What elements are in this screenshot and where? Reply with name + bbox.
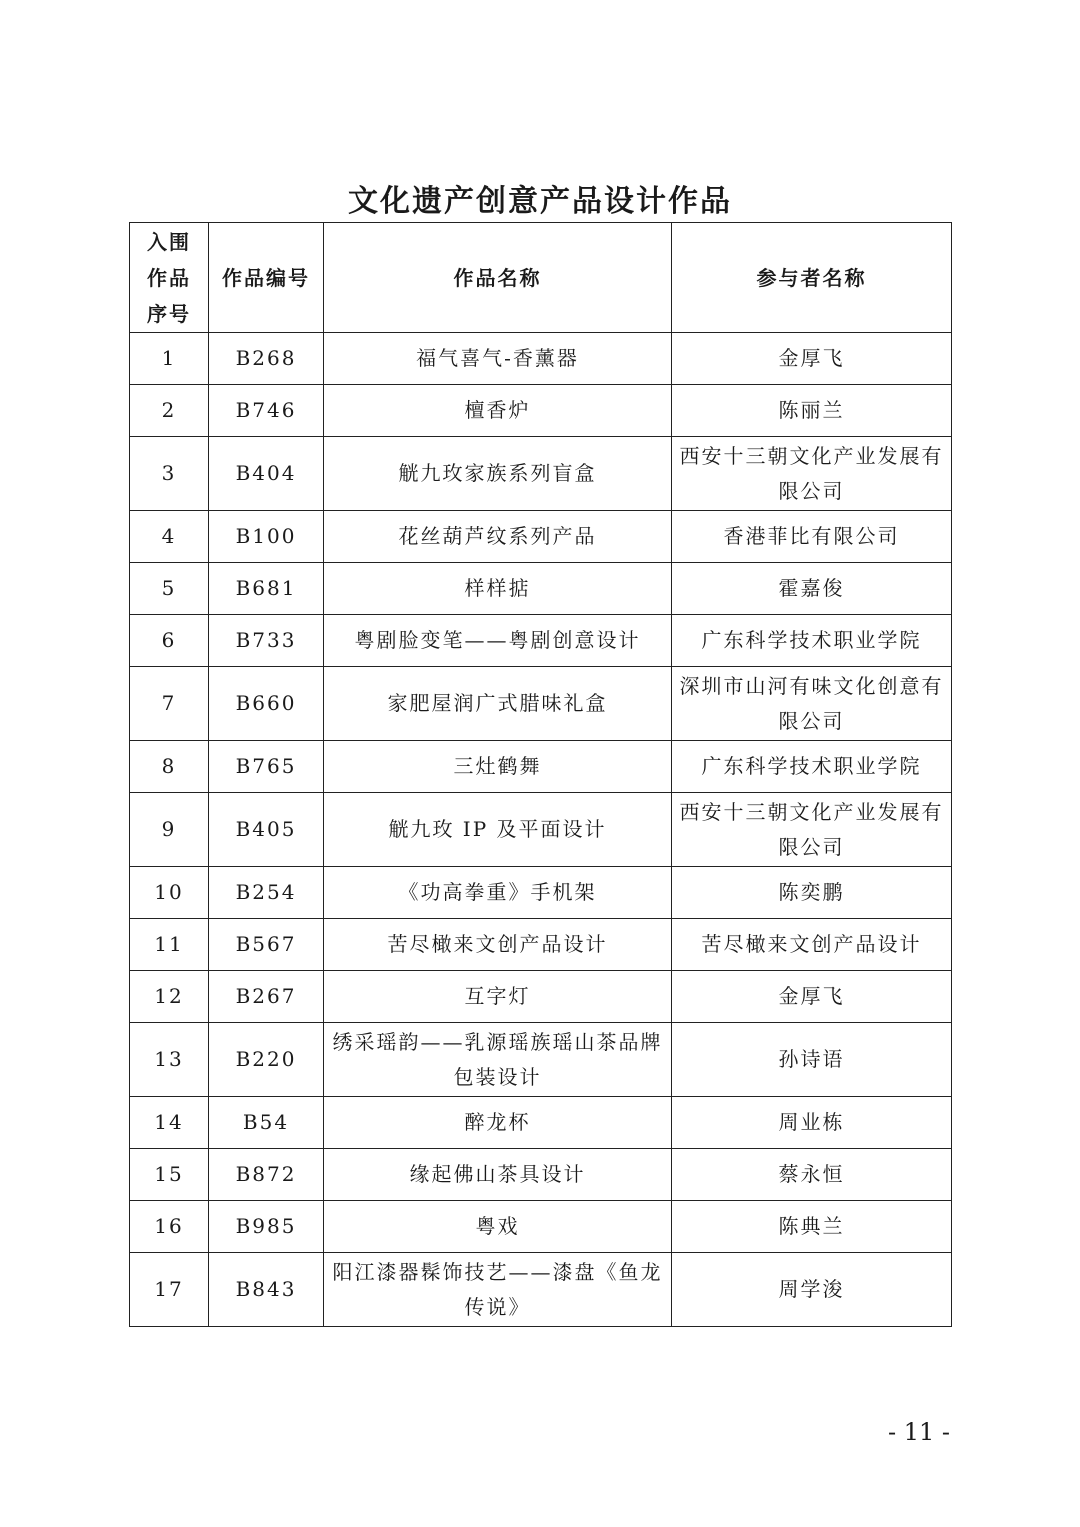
cell-seq: 1 (130, 333, 209, 385)
header-seq: 入围作品序号 (130, 223, 209, 333)
cell-participant: 西安十三朝文化产业发展有限公司 (672, 793, 952, 867)
cell-participant: 西安十三朝文化产业发展有限公司 (672, 437, 952, 511)
cell-participant: 霍嘉俊 (672, 563, 952, 615)
cell-participant: 陈典兰 (672, 1201, 952, 1253)
table-row (130, 1149, 952, 1201)
cell-code: B746 (209, 385, 324, 437)
cell-name: 觥九玫家族系列盲盒 (324, 437, 672, 511)
table-row (130, 867, 952, 919)
cell-participant: 金厚飞 (672, 971, 952, 1023)
cell-seq: 12 (130, 971, 209, 1023)
cell-participant: 陈丽兰 (672, 385, 952, 437)
cell-participant: 深圳市山河有味文化创意有限公司 (672, 667, 952, 741)
cell-participant: 广东科学技术职业学院 (672, 741, 952, 793)
table-row (130, 971, 952, 1023)
cell-code: B733 (209, 615, 324, 667)
cell-name: 粤戏 (324, 1201, 672, 1253)
cell-name: 三灶鹤舞 (324, 741, 672, 793)
cell-participant: 广东科学技术职业学院 (672, 615, 952, 667)
cell-seq: 14 (130, 1097, 209, 1149)
cell-seq: 13 (130, 1023, 209, 1097)
header-name: 作品名称 (324, 223, 672, 333)
cell-name: 粤剧脸变笔——粤剧创意设计 (324, 615, 672, 667)
cell-code: B660 (209, 667, 324, 741)
cell-seq: 9 (130, 793, 209, 867)
table-header-row (130, 223, 952, 333)
table-row (130, 1097, 952, 1149)
table-row (130, 333, 952, 385)
page-number: - 11 - (887, 1418, 950, 1446)
cell-code: B268 (209, 333, 324, 385)
cell-name: 缘起佛山茶具设计 (324, 1149, 672, 1201)
table-row (130, 919, 952, 971)
cell-participant: 周业栋 (672, 1097, 952, 1149)
table-row (130, 437, 952, 511)
cell-seq: 2 (130, 385, 209, 437)
cell-code: B54 (209, 1097, 324, 1149)
cell-name: 苦尽橄来文创产品设计 (324, 919, 672, 971)
cell-name: 家肥屋润广式腊味礼盒 (324, 667, 672, 741)
cell-name: 样样掂 (324, 563, 672, 615)
cell-code: B567 (209, 919, 324, 971)
cell-code: B872 (209, 1149, 324, 1201)
header-participant: 参与者名称 (672, 223, 952, 333)
table-row (130, 385, 952, 437)
cell-name: 花丝葫芦纹系列产品 (324, 511, 672, 563)
cell-code: B267 (209, 971, 324, 1023)
cell-seq: 6 (130, 615, 209, 667)
cell-name: 绣采瑶韵——乳源瑶族瑶山茶品牌包装设计 (324, 1023, 672, 1097)
works-table (129, 222, 952, 1327)
cell-name: 觥九玫 IP 及平面设计 (324, 793, 672, 867)
cell-code: B681 (209, 563, 324, 615)
cell-seq: 7 (130, 667, 209, 741)
table-row (130, 1023, 952, 1097)
cell-participant: 金厚飞 (672, 333, 952, 385)
cell-code: B765 (209, 741, 324, 793)
cell-name: 醉龙杯 (324, 1097, 672, 1149)
table-row (130, 1201, 952, 1253)
cell-code: B405 (209, 793, 324, 867)
cell-seq: 15 (130, 1149, 209, 1201)
cell-participant: 周学浚 (672, 1253, 952, 1327)
cell-participant: 蔡永恒 (672, 1149, 952, 1201)
cell-seq: 8 (130, 741, 209, 793)
table-row (130, 667, 952, 741)
table-row (130, 615, 952, 667)
cell-code: B254 (209, 867, 324, 919)
table-row (130, 511, 952, 563)
cell-code: B843 (209, 1253, 324, 1327)
cell-seq: 5 (130, 563, 209, 615)
cell-code: B100 (209, 511, 324, 563)
cell-code: B985 (209, 1201, 324, 1253)
cell-seq: 4 (130, 511, 209, 563)
cell-participant: 香港菲比有限公司 (672, 511, 952, 563)
cell-seq: 17 (130, 1253, 209, 1327)
cell-name: 互字灯 (324, 971, 672, 1023)
cell-seq: 11 (130, 919, 209, 971)
header-code: 作品编号 (209, 223, 324, 333)
table-row (130, 741, 952, 793)
table-row (130, 1253, 952, 1327)
cell-code: B220 (209, 1023, 324, 1097)
cell-seq: 10 (130, 867, 209, 919)
table-row (130, 793, 952, 867)
cell-name: 檀香炉 (324, 385, 672, 437)
cell-code: B404 (209, 437, 324, 511)
cell-name: 《功高拳重》手机架 (324, 867, 672, 919)
cell-participant: 苦尽橄来文创产品设计 (672, 919, 952, 971)
cell-seq: 16 (130, 1201, 209, 1253)
table-row (130, 563, 952, 615)
cell-name: 福气喜气-香薰器 (324, 333, 672, 385)
cell-name: 阳江漆器髹饰技艺——漆盘《鱼龙传说》 (324, 1253, 672, 1327)
cell-participant: 陈奕鹏 (672, 867, 952, 919)
cell-seq: 3 (130, 437, 209, 511)
page-title: 文化遗产创意产品设计作品 (348, 184, 732, 219)
cell-participant: 孙诗语 (672, 1023, 952, 1097)
